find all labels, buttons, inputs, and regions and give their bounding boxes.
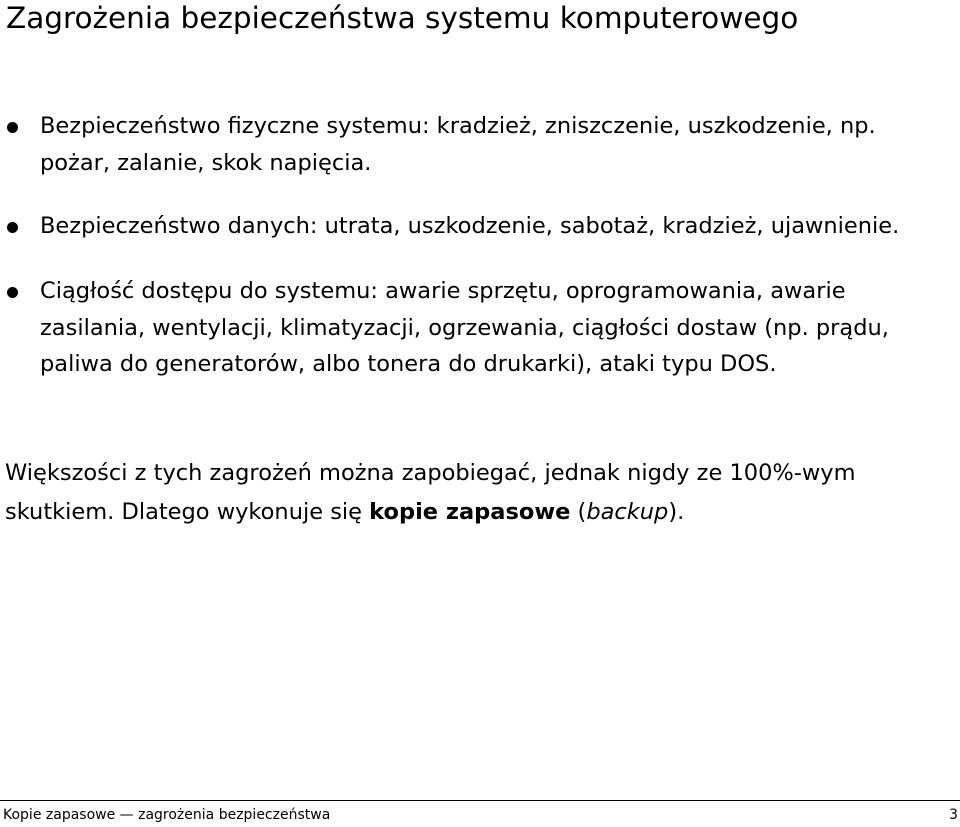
bullet-line: Bezpieczeństwo fizyczne systemu: kradzież, zniszczenie, uszkodzenie, np. <box>40 113 876 139</box>
bullet-line: Bezpieczeństwo danych: utrata, uszkodzenie, sabotaż, kradzież, ujawnienie. <box>40 213 900 239</box>
closing-line: Większości z tych zagrożeń można zapobiegać, jednak nigdy ze 100%-wym <box>5 460 856 486</box>
closing-text: skutkiem. Dlatego wykonuje się <box>5 498 370 525</box>
paren-close: ). <box>668 498 685 525</box>
bullet-line: pożar, zalanie, skok napięcia. <box>40 149 372 176</box>
bullet-text <box>40 273 940 383</box>
bullet-dot-icon <box>7 122 18 133</box>
closing-line <box>5 493 955 532</box>
bullet-text <box>40 208 940 245</box>
bullet-line: Ciągłość dostępu do systemu: awarie sprzętu, oprogramowania, awarie <box>40 278 846 304</box>
footer-title: Kopie zapasowe — zagrożenia bezpieczeństwa <box>3 807 331 823</box>
bullet-dot-icon <box>7 222 18 233</box>
bold-term: kopie zapasowe <box>369 498 571 525</box>
bullet-line: paliwa do generatorów, albo tonera do drukarki), ataki typu DOS. <box>40 351 777 377</box>
page-number: 3 <box>949 807 958 823</box>
bullet-text <box>40 108 940 181</box>
bullet-line: zasilania, wentylacji, klimatyzacji, ogrzewania, ciągłości dostaw (np. prądu, <box>40 314 889 341</box>
paren-open: ( <box>570 498 587 525</box>
italic-term: backup <box>586 498 669 525</box>
slide-title: Zagrożenia bezpieczeństwa systemu komputerowego <box>6 1 799 35</box>
bullet-dot-icon <box>7 287 18 298</box>
closing-paragraph <box>5 454 955 531</box>
footer-divider <box>0 800 960 801</box>
